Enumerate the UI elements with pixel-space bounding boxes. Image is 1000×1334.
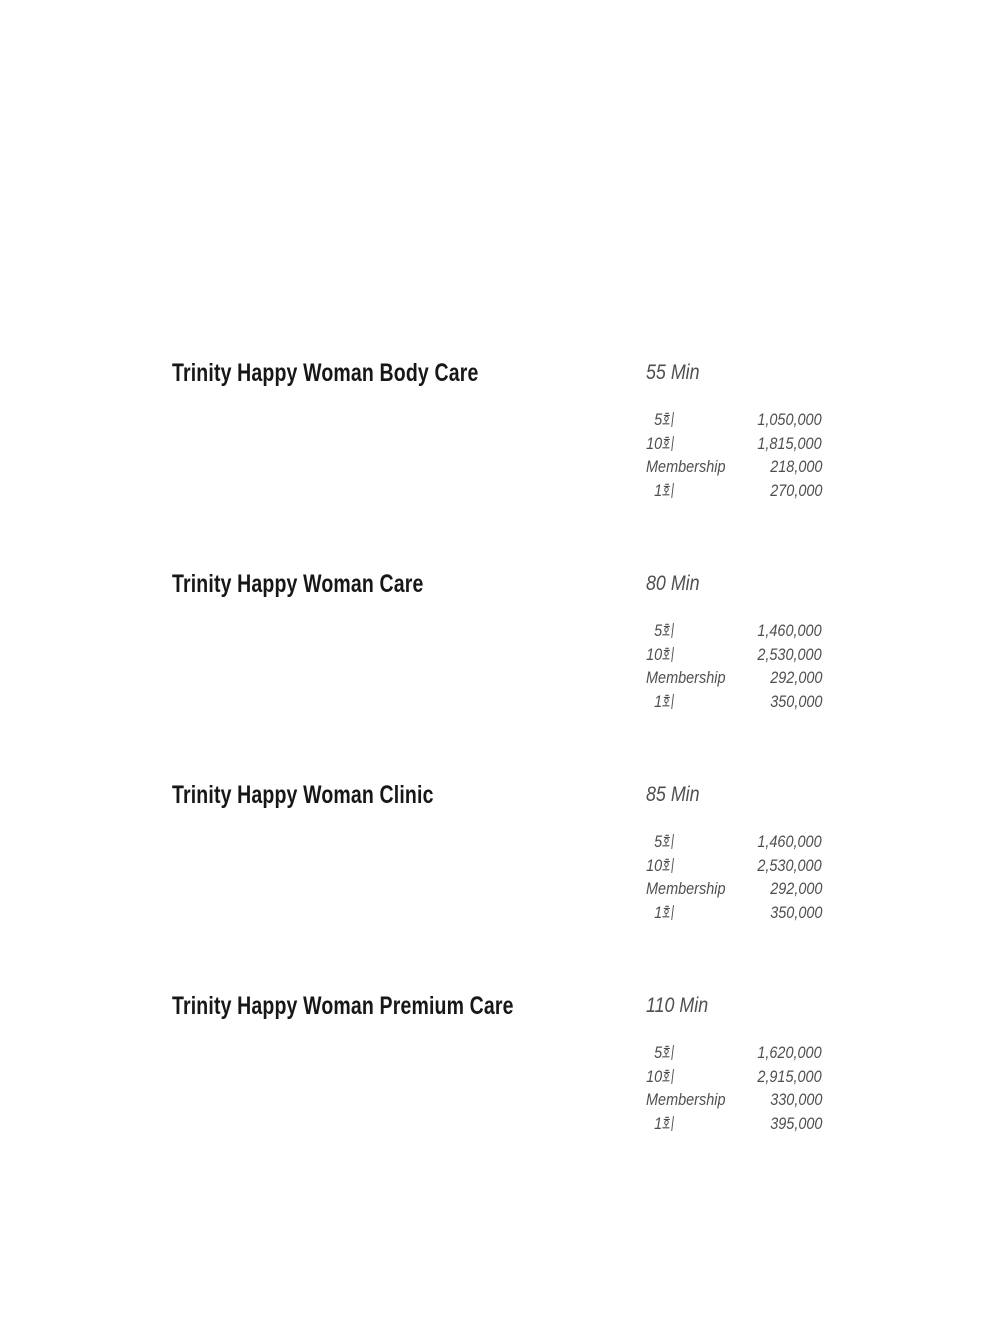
price-row xyxy=(646,690,822,714)
session-count: 1 xyxy=(654,480,663,500)
service-duration: 85 Min xyxy=(646,783,700,806)
price-row xyxy=(646,1065,822,1089)
price-option-label xyxy=(646,690,675,714)
price-amount: 1,460,000 xyxy=(757,621,822,640)
price-amount: 2,530,000 xyxy=(757,855,822,875)
session-count: 10 xyxy=(646,1066,663,1086)
hangul-hoe-glyph xyxy=(662,1043,675,1062)
hangul-hoe-glyph xyxy=(662,1067,675,1086)
price-row xyxy=(646,901,822,925)
price-amount: 1,050,000 xyxy=(757,410,822,429)
session-count: 1 xyxy=(654,1113,663,1133)
hangul-hoe-glyph xyxy=(662,645,675,664)
price-option-label xyxy=(646,479,675,503)
hangul-hoe-glyph xyxy=(662,856,675,875)
price-row xyxy=(646,854,822,878)
price-row xyxy=(646,479,822,503)
price-row xyxy=(646,455,822,479)
price-option-label xyxy=(646,830,675,854)
price-amount: 292,000 xyxy=(769,879,822,899)
price-option-label xyxy=(646,643,675,667)
price-row xyxy=(646,1041,822,1065)
hangul-hoe-glyph xyxy=(662,692,675,711)
service-section xyxy=(172,781,822,992)
price-amount: 2,915,000 xyxy=(757,1066,822,1086)
price-option-label xyxy=(646,877,726,901)
price-option-label xyxy=(646,1065,675,1089)
session-count: 1 xyxy=(654,902,663,922)
service-duration: 110 Min xyxy=(646,994,709,1017)
price-option-label xyxy=(646,1088,726,1112)
price-amount: 2,530,000 xyxy=(757,644,822,664)
service-title: Trinity Happy Woman Care xyxy=(172,570,424,598)
price-row xyxy=(646,830,822,854)
service-section xyxy=(172,992,822,1203)
price-option-label xyxy=(646,455,726,479)
hangul-hoe-glyph xyxy=(662,434,675,453)
service-section xyxy=(172,570,822,781)
session-count: 5 xyxy=(654,832,663,851)
price-row xyxy=(646,877,822,901)
session-count: 5 xyxy=(654,410,663,429)
hangul-hoe-glyph xyxy=(662,903,675,922)
price-amount: 350,000 xyxy=(769,902,822,922)
price-table xyxy=(646,1041,822,1135)
price-option-label xyxy=(646,432,675,456)
service-title: Trinity Happy Woman Body Care xyxy=(172,359,479,387)
session-unit: Membership xyxy=(646,879,726,899)
price-table xyxy=(646,408,822,502)
session-count: 10 xyxy=(646,644,663,664)
session-count: 5 xyxy=(654,621,663,640)
session-count: 1 xyxy=(654,691,663,711)
price-row xyxy=(646,619,822,643)
service-duration: 55 Min xyxy=(646,361,700,384)
price-option-label xyxy=(646,1112,675,1136)
service-title: Trinity Happy Woman Premium Care xyxy=(172,992,514,1020)
price-option-label xyxy=(646,666,726,690)
price-row xyxy=(646,1088,822,1112)
price-amount: 350,000 xyxy=(769,691,822,711)
price-table xyxy=(646,619,822,713)
session-unit: Membership xyxy=(646,1090,726,1110)
price-amount: 270,000 xyxy=(769,480,822,500)
price-table xyxy=(646,830,822,924)
price-row xyxy=(646,643,822,667)
price-row xyxy=(646,408,822,432)
session-count: 5 xyxy=(654,1043,663,1062)
hangul-hoe-glyph xyxy=(662,1114,675,1133)
price-amount: 330,000 xyxy=(769,1090,822,1110)
price-option-label xyxy=(646,619,675,643)
price-amount: 1,620,000 xyxy=(757,1043,822,1062)
hangul-hoe-glyph xyxy=(662,832,675,851)
price-row xyxy=(646,666,822,690)
price-option-label xyxy=(646,408,675,432)
price-option-label xyxy=(646,901,675,925)
service-section xyxy=(172,359,822,570)
price-row xyxy=(646,432,822,456)
service-title: Trinity Happy Woman Clinic xyxy=(172,781,434,809)
price-amount: 1,815,000 xyxy=(757,433,822,453)
price-row xyxy=(646,1112,822,1136)
hangul-hoe-glyph xyxy=(662,410,675,429)
service-duration: 80 Min xyxy=(646,572,700,595)
price-amount: 1,460,000 xyxy=(757,832,822,851)
hangul-hoe-glyph xyxy=(662,621,675,640)
hangul-hoe-glyph xyxy=(662,481,675,500)
session-count: 10 xyxy=(646,855,663,875)
session-unit: Membership xyxy=(646,668,726,688)
price-amount: 395,000 xyxy=(769,1113,822,1133)
price-option-label xyxy=(646,854,675,878)
session-unit: Membership xyxy=(646,457,726,477)
price-amount: 292,000 xyxy=(769,668,822,688)
session-count: 10 xyxy=(646,433,663,453)
price-amount: 218,000 xyxy=(769,457,822,477)
price-list xyxy=(172,359,822,1203)
price-option-label xyxy=(646,1041,675,1065)
